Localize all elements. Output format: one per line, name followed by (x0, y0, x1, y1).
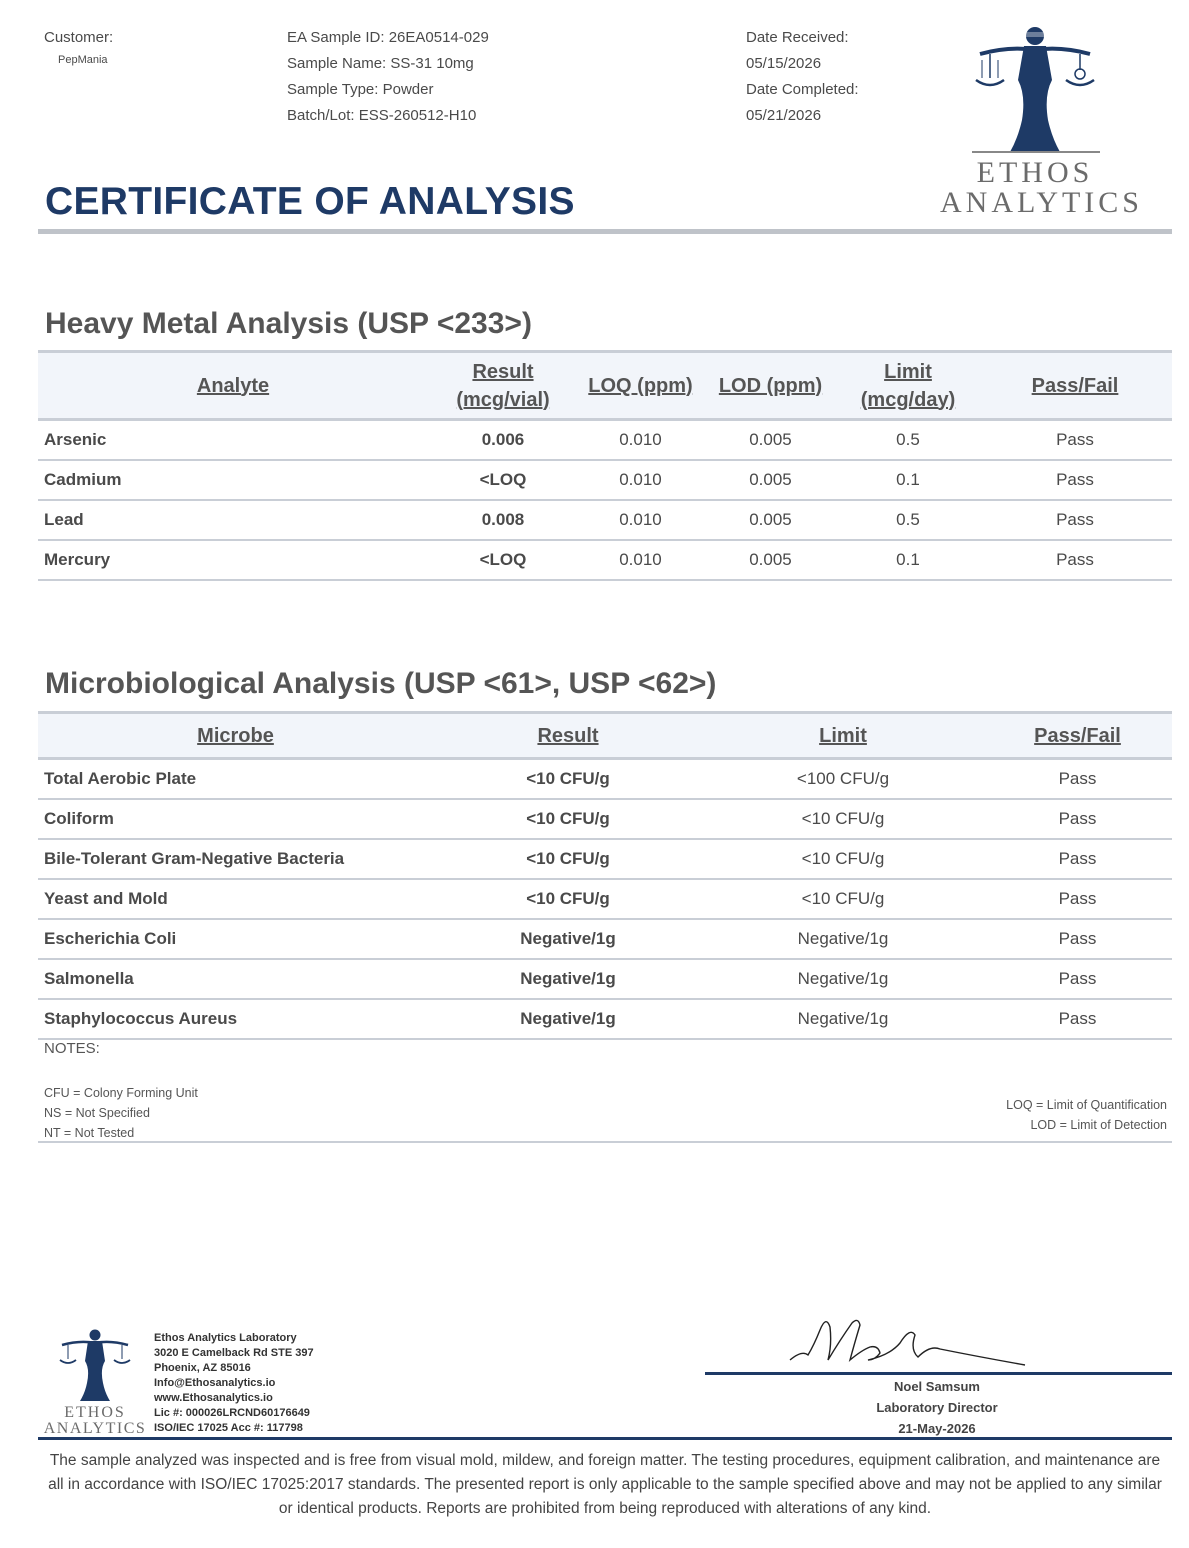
table-header-row (38, 352, 1172, 420)
col-result (428, 352, 578, 420)
pass-fail-value: Pass (983, 799, 1172, 839)
result-value: Negative/1g (433, 999, 703, 1039)
analyte-name: Arsenic (38, 420, 428, 460)
result-value: <10 CFU/g (433, 879, 703, 919)
date-completed-label: Date Completed: (746, 81, 859, 98)
pass-fail-value: Pass (983, 999, 1172, 1039)
pass-fail-value: Pass (983, 919, 1172, 959)
col-result-line2: (mcg/vial) (456, 388, 550, 411)
signature-mark (780, 1305, 1040, 1375)
col-limit: Limit (703, 713, 983, 759)
col-limit (838, 352, 978, 420)
loq-value: 0.010 (578, 500, 703, 540)
signer-name: Noel Samsum (894, 1379, 980, 1394)
pass-fail-value: Pass (978, 420, 1172, 460)
title-divider (38, 229, 1172, 234)
limit-value: <10 CFU/g (703, 839, 983, 879)
footer-brand-line1: ETHOS (64, 1404, 126, 1421)
sample-type: Sample Type: Powder (287, 81, 434, 98)
limit-value: 0.1 (838, 540, 978, 580)
signed-date: 21-May-2026 (898, 1421, 976, 1436)
pass-fail-value: Pass (983, 839, 1172, 879)
microbe-name: Total Aerobic Plate (38, 759, 433, 799)
col-limit-line1: Limit (884, 360, 932, 383)
result-value: 0.006 (428, 420, 578, 460)
microbe-name: Staphylococcus Aureus (38, 999, 433, 1039)
microbe-name: Salmonella (38, 959, 433, 999)
microbe-name: Bile-Tolerant Gram-Negative Bacteria (38, 839, 433, 879)
limit-value: <100 CFU/g (703, 759, 983, 799)
result-value: <10 CFU/g (433, 759, 703, 799)
table-row (38, 879, 1172, 919)
col-passfail: Pass/Fail (983, 713, 1172, 759)
heavy-metal-title: Heavy Metal Analysis (USP <233>) (45, 307, 532, 340)
result-value: <LOQ (428, 460, 578, 500)
table-row (38, 540, 1172, 580)
table-row (38, 420, 1172, 460)
pass-fail-value: Pass (983, 959, 1172, 999)
lod-value: 0.005 (703, 540, 838, 580)
heavy-metal-table (38, 350, 1172, 581)
loq-value: 0.010 (578, 540, 703, 580)
notes-divider (38, 1141, 1172, 1143)
lab-address-2: Phoenix, AZ 85016 (154, 1362, 251, 1374)
table-row (38, 799, 1172, 839)
col-result: Result (433, 713, 703, 759)
lab-name: Ethos Analytics Laboratory (154, 1332, 297, 1344)
pass-fail-value: Pass (983, 759, 1172, 799)
lod-value: 0.005 (703, 420, 838, 460)
batch-lot: Batch/Lot: ESS-260512-H10 (287, 107, 477, 124)
microbe-name: Escherichia Coli (38, 919, 433, 959)
lab-email: Info@Ethosanalytics.io (154, 1377, 276, 1389)
limit-value: <10 CFU/g (703, 879, 983, 919)
limit-value: 0.5 (838, 420, 978, 460)
sample-info (287, 25, 489, 129)
justice-scales-logo-icon (40, 1325, 150, 1403)
date-received: 05/15/2026 (746, 55, 822, 72)
page-title: CERTIFICATE OF ANALYSIS (45, 180, 575, 223)
result-value: 0.008 (428, 500, 578, 540)
microbe-name: Coliform (38, 799, 433, 839)
limit-value: Negative/1g (703, 919, 983, 959)
col-loq: LOQ (ppm) (578, 352, 703, 420)
loq-value: 0.010 (578, 420, 703, 460)
result-value: <10 CFU/g (433, 799, 703, 839)
table-row (38, 759, 1172, 799)
note-cfu: CFU = Colony Forming Unit (44, 1086, 198, 1100)
pass-fail-value: Pass (978, 500, 1172, 540)
brand-logo (940, 20, 1143, 225)
lab-iso: ISO/IEC 17025 Acc #: 117798 (154, 1422, 303, 1434)
result-value: <LOQ (428, 540, 578, 580)
note-nt: NT = Not Tested (44, 1126, 135, 1140)
notes-abbreviations-right (1006, 1095, 1167, 1135)
customer-label: Customer: (44, 29, 114, 46)
date-received-label: Date Received: (746, 29, 849, 46)
disclaimer-text: The sample analyzed was inspected and is free from visual mold, mildew, and foreign matter. The testing procedures, equipment calibration, and maintenance are all in accordance with ISO/IEC 17025:2017 standards. The presented report is only applicable to the sample specified above and may not be applied to any similar or identical products. Reports are prohibited from being reproduced with alterations of any kind. (48, 1452, 1162, 1517)
table-header-row (38, 713, 1172, 759)
limit-value: Negative/1g (703, 999, 983, 1039)
pass-fail-value: Pass (978, 460, 1172, 500)
col-analyte: Analyte (38, 352, 428, 420)
footer-divider (38, 1437, 1172, 1440)
result-value: <10 CFU/g (433, 839, 703, 879)
microbio-table (38, 711, 1172, 1040)
analyte-name: Mercury (38, 540, 428, 580)
col-result-line1: Result (472, 360, 534, 383)
table-row (38, 999, 1172, 1039)
notes-label: NOTES: (44, 1040, 100, 1057)
lab-address-block (154, 1331, 314, 1436)
pass-fail-value: Pass (983, 879, 1172, 919)
date-completed: 05/21/2026 (746, 107, 822, 124)
col-passfail: Pass/Fail (978, 352, 1172, 420)
result-value: Negative/1g (433, 919, 703, 959)
sample-id: EA Sample ID: 26EA0514-029 (287, 29, 489, 46)
table-row (38, 959, 1172, 999)
limit-value: 0.5 (838, 500, 978, 540)
footer-brand-logo (40, 1325, 150, 1440)
lab-license: Lic #: 000026LRCND60176649 (154, 1407, 310, 1419)
table-row (38, 500, 1172, 540)
col-limit-line2: (mcg/day) (860, 388, 956, 411)
signer-title: Laboratory Director (876, 1400, 998, 1415)
loq-value: 0.010 (578, 460, 703, 500)
lod-value: 0.005 (703, 460, 838, 500)
result-value: Negative/1g (433, 959, 703, 999)
limit-value: Negative/1g (703, 959, 983, 999)
table-row (38, 919, 1172, 959)
col-microbe: Microbe (38, 713, 433, 759)
lab-website: www.Ethosanalytics.io (154, 1392, 273, 1404)
sample-name: Sample Name: SS-31 10mg (287, 55, 474, 72)
limit-value: <10 CFU/g (703, 799, 983, 839)
justice-scales-logo-icon (940, 20, 1130, 155)
date-info (746, 25, 859, 129)
table-row (38, 839, 1172, 879)
note-ns: NS = Not Specified (44, 1106, 150, 1120)
limit-value: 0.1 (838, 460, 978, 500)
customer-value: PepMania (58, 54, 108, 66)
signer-block (787, 1376, 1087, 1439)
footer-brand-line2: ANALYTICS (43, 1420, 147, 1437)
signature-line (705, 1372, 1172, 1375)
microbe-name: Yeast and Mold (38, 879, 433, 919)
lab-address-1: 3020 E Camelback Rd STE 397 (154, 1347, 314, 1359)
analyte-name: Lead (38, 500, 428, 540)
col-lod: LOD (ppm) (703, 352, 838, 420)
note-lod: LOD = Limit of Detection (1030, 1118, 1167, 1132)
brand-name-line2: ANALYTICS (940, 186, 1143, 219)
analyte-name: Cadmium (38, 460, 428, 500)
table-row (38, 460, 1172, 500)
pass-fail-value: Pass (978, 540, 1172, 580)
lod-value: 0.005 (703, 500, 838, 540)
notes-abbreviations-left (44, 1083, 198, 1143)
note-loq: LOQ = Limit of Quantification (1006, 1098, 1167, 1112)
microbio-title: Microbiological Analysis (USP <61>, USP <62>) (45, 667, 717, 700)
brand-name-line1: ETHOS (976, 156, 1094, 189)
